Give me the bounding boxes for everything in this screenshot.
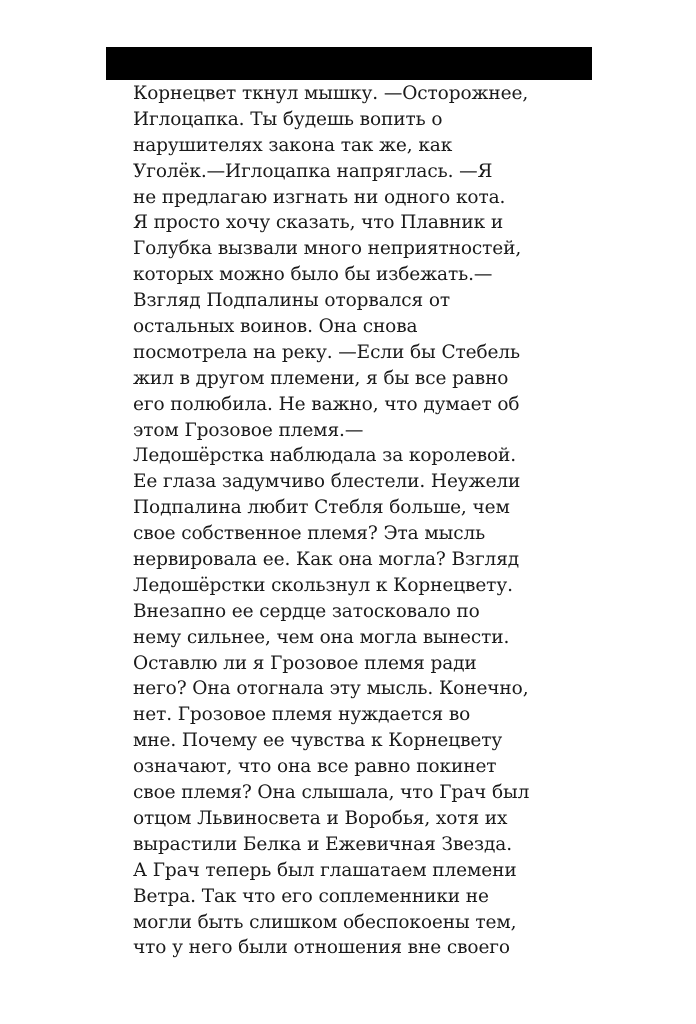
text-line: вырастили Белка и Ежевичная Звезда. [133, 833, 513, 855]
text-line: него? Она отогнала эту мысль. Конечно, [133, 678, 529, 700]
text-line: Ледошёрстка наблюдала за королевой. [133, 445, 517, 467]
text-line: означают, что она все равно покинет [133, 756, 497, 778]
text-line: Ветра. Так что его соплеменники не [133, 885, 489, 907]
text-line: свое собственное племя? Эта мысль [133, 523, 486, 545]
text-line: Уголёк.—Иглоцапка напряглась. —Я [133, 160, 493, 182]
text-line: Ее глаза задумчиво блестели. Неужели [133, 471, 521, 493]
text-line: Внезапно ее сердце затосковало по [133, 600, 480, 622]
text-line: посмотрела на реку. —Если бы Стебель [133, 341, 521, 363]
text-line: свое племя? Она слышала, что Грач был [133, 782, 530, 804]
text-line: Ледошёрстки скользнул к Корнецвету. [133, 574, 513, 596]
redaction-bar [106, 47, 592, 80]
text-line: нервировала ее. Как она могла? Взгляд [133, 549, 520, 571]
text-line: Подпалина любит Стебля больше, чем [133, 497, 510, 519]
text-line: могли быть слишком обеспокоены тем, [133, 911, 517, 933]
text-line: отцом Львиносвета и Воробья, хотя их [133, 807, 508, 829]
text-line: остальных воинов. Она снова [133, 316, 418, 338]
text-line: Взгляд Подпалины оторвался от [133, 290, 451, 312]
text-line: не предлагаю изгнать ни одного кота. [133, 186, 506, 208]
text-line: которых можно было бы избежать.— [133, 264, 493, 286]
text-line: нарушителях закона так же, как [133, 134, 453, 156]
text-line: Я просто хочу сказать, что Плавник и [133, 212, 504, 234]
body-text [133, 81, 573, 961]
text-line: что у него были отношения вне своего [133, 937, 510, 959]
text-line: этом Грозовое племя.— [133, 419, 364, 441]
text-line: нему сильнее, чем она могла вынести. [133, 626, 510, 648]
text-line: нет. Грозовое племя нуждается во [133, 704, 471, 726]
text-line: Иглоцапка. Ты будешь вопить о [133, 108, 443, 130]
text-line: Голубка вызвали много неприятностей, [133, 238, 522, 260]
text-line: жил в другом племени, я бы все равно [133, 367, 509, 389]
text-line: Оставлю ли я Грозовое племя ради [133, 652, 477, 674]
text-line: А Грач теперь был глашатаем племени [133, 859, 517, 881]
text-line: его полюбила. Не важно, что думает об [133, 393, 520, 415]
text-line: мне. Почему ее чувства к Корнецвету [133, 730, 503, 752]
text-line: Корнецвет ткнул мышку. —Осторожнее, [133, 83, 529, 104]
